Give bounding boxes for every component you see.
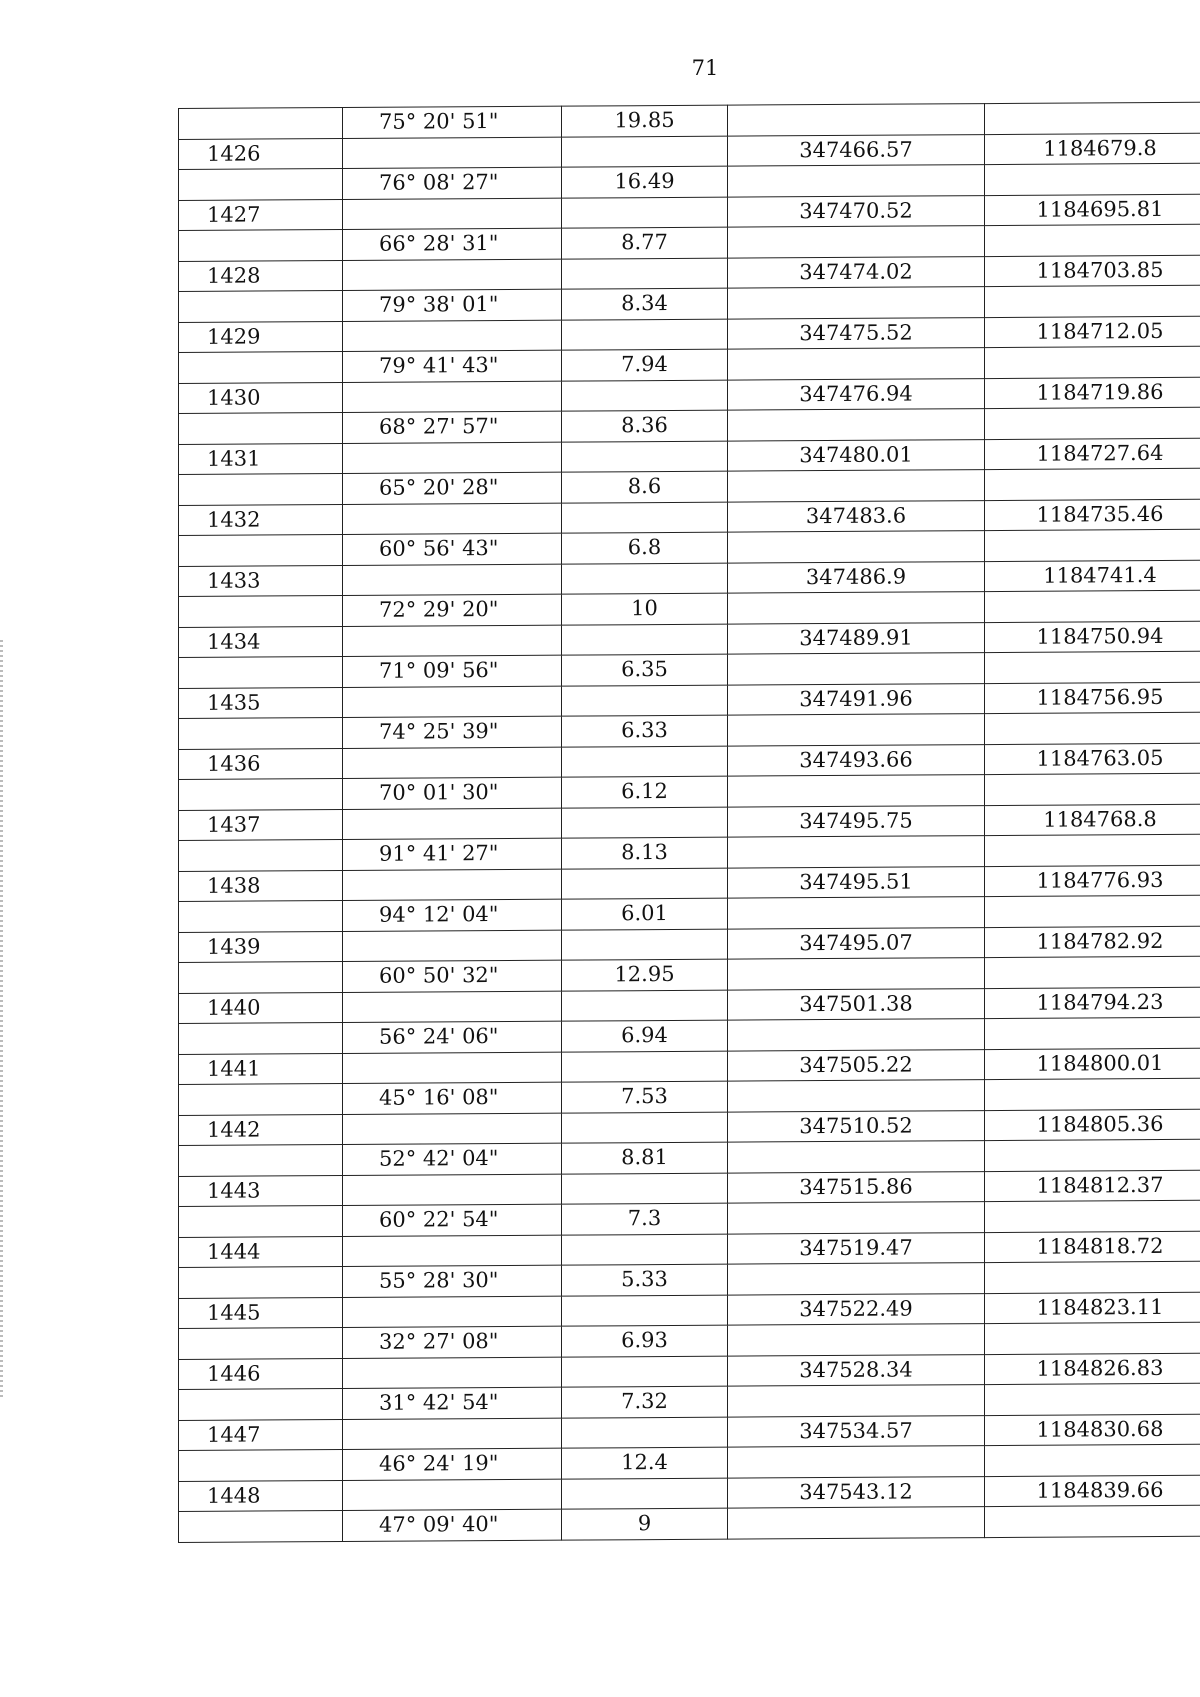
angle-cell <box>343 1296 562 1328</box>
distance-cell <box>562 868 728 900</box>
angle-cell <box>343 1235 562 1267</box>
northing-cell <box>728 1019 985 1051</box>
northing-cell <box>728 470 985 502</box>
distance-cell: 16.49 <box>562 166 728 198</box>
distance-cell: 6.33 <box>562 715 728 747</box>
distance-cell <box>562 380 728 412</box>
distance-cell: 8.77 <box>562 227 728 259</box>
distance-cell: 9 <box>562 1508 728 1540</box>
easting-cell <box>985 407 1200 439</box>
distance-cell: 12.95 <box>562 959 728 991</box>
station-cell <box>179 351 343 383</box>
distance-cell <box>562 624 728 656</box>
station-cell: 1430 <box>179 382 343 414</box>
northing-cell: 347510.52 <box>728 1110 985 1142</box>
easting-cell: 1184735.46 <box>985 499 1200 531</box>
distance-cell: 8.13 <box>562 837 728 869</box>
distance-cell <box>562 136 728 168</box>
angle-cell: 47° 09' 40" <box>343 1509 562 1541</box>
angle-cell: 75° 20' 51" <box>343 106 562 138</box>
table-body <box>179 102 1200 1542</box>
easting-cell <box>985 1322 1200 1354</box>
station-cell: 1439 <box>179 931 343 963</box>
northing-cell <box>728 287 985 319</box>
northing-cell <box>728 226 985 258</box>
angle-cell: 45° 16' 08" <box>343 1082 562 1114</box>
distance-cell: 10 <box>562 593 728 625</box>
easting-cell <box>985 895 1200 927</box>
station-cell <box>179 839 343 871</box>
angle-cell <box>343 442 562 474</box>
station-cell <box>179 290 343 322</box>
northing-cell <box>728 1507 985 1539</box>
angle-cell: 91° 41' 27" <box>343 838 562 870</box>
station-cell: 1447 <box>179 1419 343 1451</box>
northing-cell <box>728 897 985 929</box>
angle-cell <box>343 930 562 962</box>
distance-cell <box>562 929 728 961</box>
angle-cell <box>343 320 562 352</box>
northing-cell: 347528.34 <box>728 1354 985 1386</box>
easting-cell: 1184727.64 <box>985 438 1200 470</box>
table-row <box>179 1505 1200 1542</box>
distance-cell: 19.85 <box>562 105 728 137</box>
angle-cell <box>343 869 562 901</box>
easting-cell <box>985 834 1200 866</box>
angle-cell <box>343 1418 562 1450</box>
angle-cell: 65° 20' 28" <box>343 472 562 504</box>
northing-cell <box>728 104 985 136</box>
station-cell: 1434 <box>179 626 343 658</box>
northing-cell <box>728 165 985 197</box>
distance-cell <box>562 1051 728 1083</box>
distance-cell: 6.12 <box>562 776 728 808</box>
distance-cell: 6.8 <box>562 532 728 564</box>
station-cell: 1448 <box>179 1480 343 1512</box>
angle-cell <box>343 808 562 840</box>
distance-cell <box>562 563 728 595</box>
distance-cell <box>562 685 728 717</box>
easting-cell: 1184782.92 <box>985 926 1200 958</box>
northing-cell: 347466.57 <box>728 134 985 166</box>
station-cell <box>179 717 343 749</box>
angle-cell: 74° 25' 39" <box>343 716 562 748</box>
station-cell: 1441 <box>179 1053 343 1085</box>
angle-cell: 55° 28' 30" <box>343 1265 562 1297</box>
northing-cell: 347495.07 <box>728 927 985 959</box>
easting-cell: 1184741.4 <box>985 560 1200 592</box>
easting-cell: 1184695.81 <box>985 194 1200 226</box>
easting-cell <box>985 1200 1200 1232</box>
easting-cell <box>985 1444 1200 1476</box>
distance-cell: 7.53 <box>562 1081 728 1113</box>
easting-cell: 1184826.83 <box>985 1353 1200 1385</box>
northing-cell <box>728 836 985 868</box>
angle-cell: 68° 27' 57" <box>343 411 562 443</box>
station-cell: 1442 <box>179 1114 343 1146</box>
easting-cell <box>985 346 1200 378</box>
easting-cell <box>985 1261 1200 1293</box>
easting-cell: 1184703.85 <box>985 255 1200 287</box>
station-cell: 1440 <box>179 992 343 1024</box>
angle-cell: 79° 38' 01" <box>343 289 562 321</box>
station-cell: 1446 <box>179 1358 343 1390</box>
distance-cell: 7.32 <box>562 1386 728 1418</box>
station-cell <box>179 1083 343 1115</box>
angle-cell <box>343 198 562 230</box>
easting-cell: 1184830.68 <box>985 1414 1200 1446</box>
station-cell <box>179 900 343 932</box>
easting-cell <box>985 1505 1200 1537</box>
easting-cell: 1184768.8 <box>985 804 1200 836</box>
distance-cell: 7.3 <box>562 1203 728 1235</box>
northing-cell <box>728 1446 985 1478</box>
distance-cell <box>562 319 728 351</box>
angle-cell <box>343 503 562 535</box>
northing-cell: 347501.38 <box>728 988 985 1020</box>
angle-cell: 60° 22' 54" <box>343 1204 562 1236</box>
angle-cell: 46° 24' 19" <box>343 1448 562 1480</box>
angle-cell <box>343 686 562 718</box>
station-cell <box>179 1327 343 1359</box>
station-cell <box>179 778 343 810</box>
distance-cell <box>562 441 728 473</box>
distance-cell: 12.4 <box>562 1447 728 1479</box>
angle-cell: 52° 42' 04" <box>343 1143 562 1175</box>
northing-cell: 347519.47 <box>728 1232 985 1264</box>
northing-cell <box>728 714 985 746</box>
distance-cell <box>562 1173 728 1205</box>
easting-cell <box>985 468 1200 500</box>
angle-cell <box>343 137 562 169</box>
easting-cell <box>985 712 1200 744</box>
northing-cell: 347486.9 <box>728 561 985 593</box>
northing-cell <box>728 1324 985 1356</box>
station-cell: 1443 <box>179 1175 343 1207</box>
angle-cell: 60° 50' 32" <box>343 960 562 992</box>
distance-cell <box>562 1356 728 1388</box>
northing-cell: 347480.01 <box>728 439 985 471</box>
distance-cell: 6.35 <box>562 654 728 686</box>
northing-cell <box>728 531 985 563</box>
northing-cell: 347491.96 <box>728 683 985 715</box>
station-cell <box>179 595 343 627</box>
angle-cell: 32° 27' 08" <box>343 1326 562 1358</box>
easting-cell <box>985 102 1200 134</box>
easting-cell: 1184800.01 <box>985 1048 1200 1080</box>
distance-cell: 8.34 <box>562 288 728 320</box>
angle-cell: 60° 56' 43" <box>343 533 562 565</box>
easting-cell <box>985 224 1200 256</box>
station-cell <box>179 1022 343 1054</box>
northing-cell <box>728 348 985 380</box>
angle-cell <box>343 747 562 779</box>
station-cell: 1436 <box>179 748 343 780</box>
northing-cell: 347493.66 <box>728 744 985 776</box>
easting-cell: 1184818.72 <box>985 1231 1200 1263</box>
northing-cell: 347534.57 <box>728 1415 985 1447</box>
northing-cell: 347495.75 <box>728 805 985 837</box>
distance-cell <box>562 197 728 229</box>
station-cell: 1427 <box>179 199 343 231</box>
angle-cell: 79° 41' 43" <box>343 350 562 382</box>
northing-cell <box>728 1385 985 1417</box>
station-cell <box>179 1266 343 1298</box>
station-cell <box>179 473 343 505</box>
distance-cell <box>562 1112 728 1144</box>
northing-cell: 347505.22 <box>728 1049 985 1081</box>
station-cell: 1433 <box>179 565 343 597</box>
angle-cell <box>343 381 562 413</box>
northing-cell: 347474.02 <box>728 256 985 288</box>
station-cell <box>179 1144 343 1176</box>
easting-cell: 1184750.94 <box>985 621 1200 653</box>
station-cell <box>179 412 343 444</box>
distance-cell <box>562 746 728 778</box>
angle-cell: 31° 42' 54" <box>343 1387 562 1419</box>
angle-cell <box>343 1357 562 1389</box>
angle-cell <box>343 259 562 291</box>
northing-cell: 347495.51 <box>728 866 985 898</box>
angle-cell: 94° 12' 04" <box>343 899 562 931</box>
easting-cell <box>985 773 1200 805</box>
station-cell: 1437 <box>179 809 343 841</box>
easting-cell <box>985 590 1200 622</box>
easting-cell <box>985 1017 1200 1049</box>
station-cell <box>179 656 343 688</box>
distance-cell: 7.94 <box>562 349 728 381</box>
scan-edge-mark <box>0 640 3 1400</box>
angle-cell <box>343 625 562 657</box>
page-number: 71 <box>691 56 719 80</box>
angle-cell: 66° 28' 31" <box>343 228 562 260</box>
station-cell: 1445 <box>179 1297 343 1329</box>
angle-cell <box>343 1174 562 1206</box>
distance-cell <box>562 1295 728 1327</box>
northing-cell <box>728 1202 985 1234</box>
distance-cell: 5.33 <box>562 1264 728 1296</box>
distance-cell: 8.6 <box>562 471 728 503</box>
station-cell <box>179 107 343 139</box>
easting-cell: 1184756.95 <box>985 682 1200 714</box>
easting-cell <box>985 1383 1200 1415</box>
angle-cell: 76° 08' 27" <box>343 167 562 199</box>
distance-cell <box>562 258 728 290</box>
northing-cell: 347543.12 <box>728 1476 985 1508</box>
distance-cell <box>562 502 728 534</box>
angle-cell: 56° 24' 06" <box>343 1021 562 1053</box>
northing-cell <box>728 592 985 624</box>
easting-cell: 1184763.05 <box>985 743 1200 775</box>
distance-cell <box>562 1417 728 1449</box>
angle-cell <box>343 1052 562 1084</box>
station-cell: 1438 <box>179 870 343 902</box>
easting-cell: 1184776.93 <box>985 865 1200 897</box>
northing-cell: 347489.91 <box>728 622 985 654</box>
station-cell: 1431 <box>179 443 343 475</box>
distance-cell <box>562 1234 728 1266</box>
easting-cell: 1184805.36 <box>985 1109 1200 1141</box>
northing-cell <box>728 409 985 441</box>
northing-cell: 347522.49 <box>728 1293 985 1325</box>
station-cell <box>179 1449 343 1481</box>
station-cell: 1432 <box>179 504 343 536</box>
station-cell: 1429 <box>179 321 343 353</box>
easting-cell: 1184812.37 <box>985 1170 1200 1202</box>
distance-cell <box>562 990 728 1022</box>
station-cell: 1426 <box>179 138 343 170</box>
distance-cell <box>562 1478 728 1510</box>
northing-cell: 347475.52 <box>728 317 985 349</box>
distance-cell <box>562 807 728 839</box>
station-cell <box>179 229 343 261</box>
distance-cell: 6.01 <box>562 898 728 930</box>
northing-cell <box>728 775 985 807</box>
easting-cell: 1184679.8 <box>985 133 1200 165</box>
station-cell: 1435 <box>179 687 343 719</box>
easting-cell <box>985 1078 1200 1110</box>
station-cell: 1444 <box>179 1236 343 1268</box>
easting-cell: 1184712.05 <box>985 316 1200 348</box>
angle-cell <box>343 991 562 1023</box>
distance-cell: 6.94 <box>562 1020 728 1052</box>
northing-cell <box>728 1263 985 1295</box>
northing-cell: 347476.94 <box>728 378 985 410</box>
northing-cell <box>728 1080 985 1112</box>
angle-cell: 71° 09' 56" <box>343 655 562 687</box>
northing-cell: 347470.52 <box>728 195 985 227</box>
easting-cell <box>985 1139 1200 1171</box>
easting-cell <box>985 285 1200 317</box>
northing-cell <box>728 958 985 990</box>
easting-cell <box>985 651 1200 683</box>
northing-cell: 347515.86 <box>728 1171 985 1203</box>
station-cell <box>179 961 343 993</box>
northing-cell: 347483.6 <box>728 500 985 532</box>
station-cell <box>179 534 343 566</box>
survey-table <box>178 102 1200 1543</box>
angle-cell <box>343 1479 562 1511</box>
northing-cell <box>728 1141 985 1173</box>
distance-cell: 6.93 <box>562 1325 728 1357</box>
station-cell <box>179 1205 343 1237</box>
easting-cell: 1184839.66 <box>985 1475 1200 1507</box>
easting-cell: 1184794.23 <box>985 987 1200 1019</box>
angle-cell: 72° 29' 20" <box>343 594 562 626</box>
angle-cell: 70° 01' 30" <box>343 777 562 809</box>
easting-cell <box>985 529 1200 561</box>
distance-cell: 8.81 <box>562 1142 728 1174</box>
distance-cell: 8.36 <box>562 410 728 442</box>
angle-cell <box>343 1113 562 1145</box>
easting-cell <box>985 163 1200 195</box>
easting-cell <box>985 956 1200 988</box>
station-cell <box>179 1388 343 1420</box>
northing-cell <box>728 653 985 685</box>
station-cell <box>179 1510 343 1542</box>
easting-cell: 1184823.11 <box>985 1292 1200 1324</box>
angle-cell <box>343 564 562 596</box>
easting-cell: 1184719.86 <box>985 377 1200 409</box>
station-cell: 1428 <box>179 260 343 292</box>
station-cell <box>179 168 343 200</box>
